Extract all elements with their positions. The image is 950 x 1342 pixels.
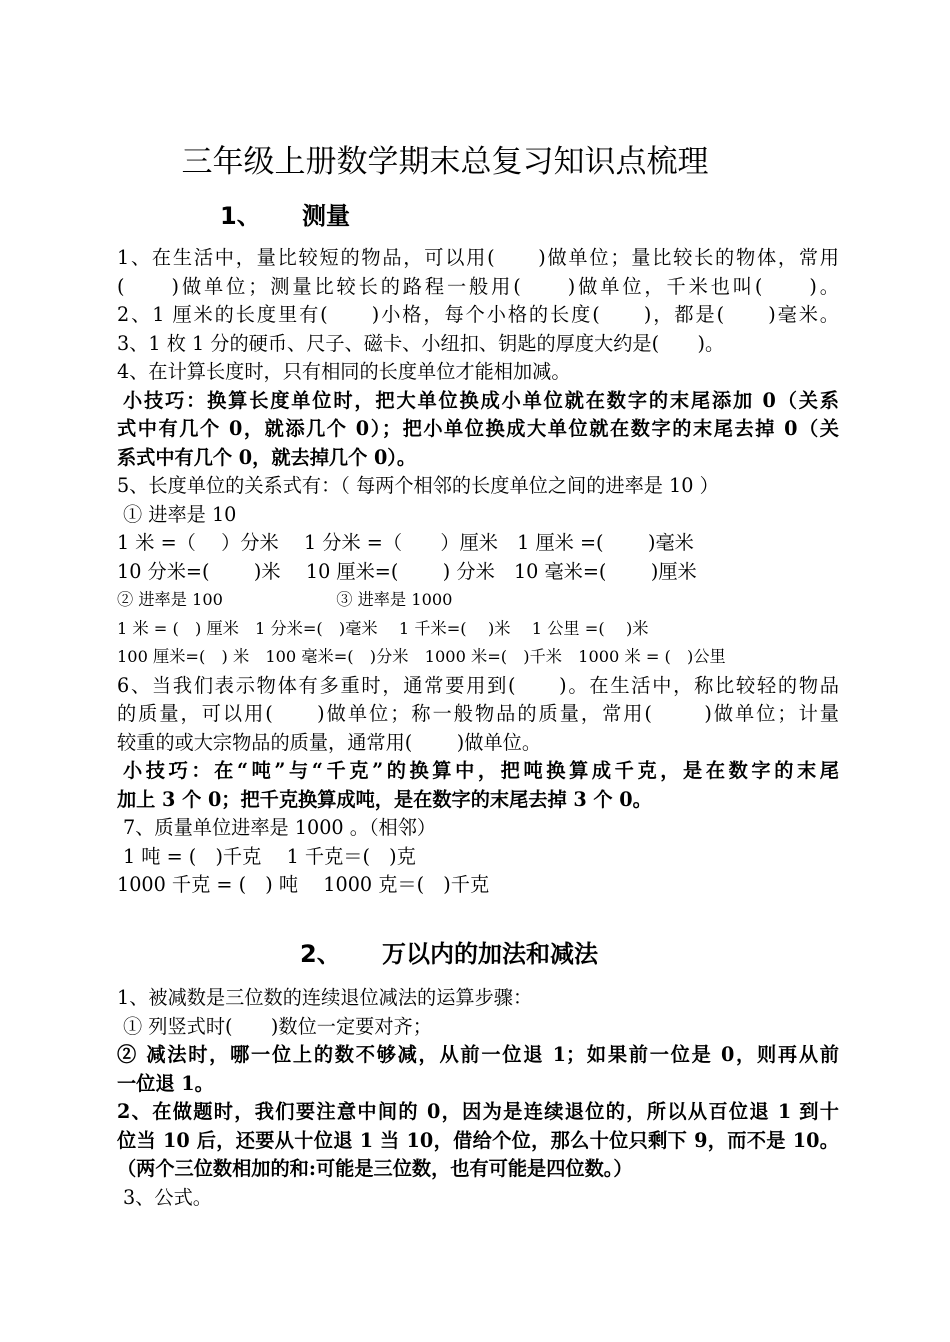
text-line: 1 吨 = ( )千克 1 千克＝( )克 (123, 844, 416, 868)
text-line: 5、长度单位的关系式有：（ 每两个相邻的长度单位之间的进率是 10 ） (117, 474, 719, 497)
section2-number: 2、 (300, 940, 341, 968)
section1-body (117, 244, 839, 900)
text-line: 1、被减数是三位数的连续退位减法的运算步骤： (117, 986, 533, 1009)
text-line: 1、在生活中，量比较短的物品，可以用( )做单位；量比较长的物体，常用 (117, 246, 839, 269)
section2-body (117, 984, 839, 1212)
text-line: ① 进率是 10 (123, 502, 237, 526)
text-line: 2、在做题时，我们要注意中间的 0，因为是连续退位的，所以从百位退 1 到十 (117, 1100, 839, 1123)
text-line: （两个三位数相加的和:可能是三位数，也有可能是四位数。） (117, 1157, 633, 1180)
text-line: ② 减法时，哪一位上的数不够减，从前一位退 1；如果前一位是 0，则再从前 (117, 1043, 839, 1066)
text-line: 10 分米=( )米 10 厘米=( ) 分米 10 毫米=( )厘米 (117, 559, 697, 583)
section2-heading-text: 万以内的加法和减法 (382, 940, 598, 968)
tip-line: 小技巧：换算长度单位时，把大单位换成小单位就在数字的末尾添加 0（关系 (123, 388, 839, 412)
text-line: 3、公式。 (123, 1185, 212, 1209)
text-line: 位当 10 后，还要从十位退 1 当 10，借给个位，那么十位只剩下 9，而不是 10。 (117, 1128, 839, 1152)
text-line: ( )做单位；测量比较长的路程一般用( )做单位，千米也叫( )。 (117, 274, 839, 298)
text-line: 7、质量单位进率是 1000 。（相邻） (123, 816, 437, 839)
text-line: 2、1 厘米的长度里有( )小格，每个小格的长度( )，都是( )毫米。 (117, 303, 839, 326)
text-line: 1 米 =（ ）分米 1 分米 =（ ）厘米 1 厘米 =( )毫米 (117, 531, 694, 554)
tip-line: 小技巧：在“吨”与“千克”的换算中，把吨换算成千克，是在数字的末尾 (123, 759, 839, 782)
text-line: 1 米 = ( ) 厘米 1 分米=( )毫米 1 千米=( )米 1 公里 =( )米 (117, 618, 649, 638)
text-line: ① 列竖式时( )数位一定要对齐； (123, 1014, 432, 1038)
document-title: 三年级上册数学期末总复习知识点梳理 (181, 144, 709, 180)
tip-line: 式中有几个 0，就添几个 0）；把小单位换成大单位就在数字的末尾去掉 0（关 (117, 417, 839, 440)
text-line: 一位退 1。 (117, 1071, 214, 1095)
text-line: ② 进率是 100 ③ 进率是 1000 (117, 590, 453, 609)
text-line: 的质量，可以用( )做单位；称一般物品的质量，常用( )做单位；计量 (117, 702, 839, 725)
text-line: 1000 千克 = ( ) 吨 1000 克＝( )千克 (117, 873, 490, 896)
text-line: 4、在计算长度时，只有相同的长度单位才能相加减。 (117, 360, 571, 383)
tip-line: 系式中有几个 0，就去掉几个 0）。 (117, 445, 417, 469)
section1-heading-text: 测量 (302, 202, 350, 230)
section2-heading (300, 939, 598, 969)
tip-line: 加上 3 个 0；把千克换算成吨，是在数字的末尾去掉 3 个 0。 (117, 787, 652, 811)
section1-number: 1、 (220, 202, 261, 230)
text-line: 较重的或大宗物品的质量，通常用( )做单位。 (117, 730, 542, 754)
text-line: 6、当我们表示物体有多重时，通常要用到( )。在生活中，称比较轻的物品 (117, 673, 839, 697)
text-line: 100 厘米=( ) 米 100 毫米=( )分米 1000 米=( )千米 1000 米 = ( )公里 (117, 647, 726, 666)
text-line: 3、1 枚 1 分的硬币、尺子、磁卡、小纽扣、钥匙的厚度大约是( )。 (117, 331, 725, 355)
section1-heading (220, 201, 350, 231)
